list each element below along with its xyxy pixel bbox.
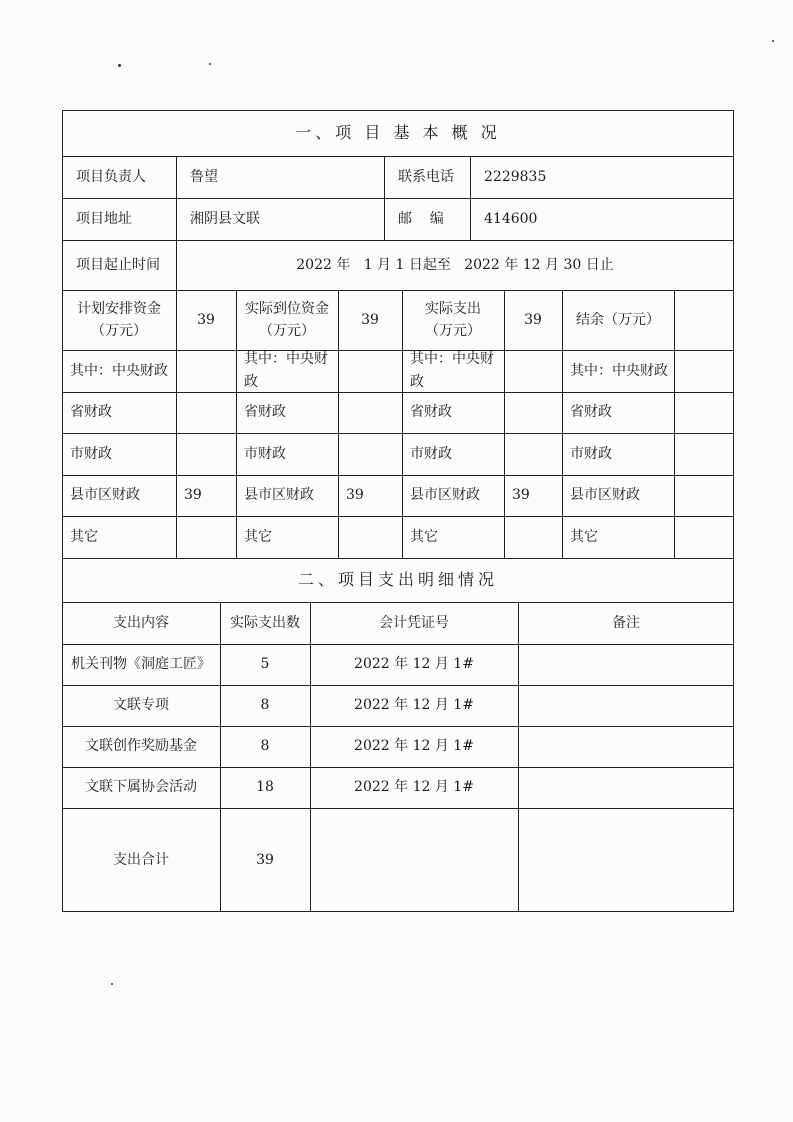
- spent-label-line1: 实际支出: [425, 300, 481, 317]
- address-value: 湘阴县文联: [190, 210, 260, 227]
- fund-source-label: 其中：中央财政: [244, 351, 328, 390]
- postcode-label: 邮 编: [398, 210, 444, 227]
- fund-source-label: 省财政: [244, 404, 286, 421]
- arrived-value: 39: [361, 311, 379, 328]
- scan-speck: [118, 64, 121, 67]
- spent-value: 39: [524, 311, 542, 328]
- scan-speck: [772, 40, 774, 42]
- fund-source-label: 其它: [70, 528, 98, 545]
- header-voucher: 会计凭证号: [379, 614, 449, 631]
- expense-voucher: 2022 年 12 月 1#: [354, 779, 474, 796]
- scan-speck: [209, 63, 211, 65]
- expense-content: 文联下属协会活动: [85, 779, 197, 796]
- phone-label: 联系电话: [398, 168, 454, 185]
- address-label: 项目地址: [76, 210, 132, 227]
- planned-amount: 39: [184, 487, 202, 504]
- section1-title: 一、项 目 基 本 概 况: [295, 123, 501, 143]
- total-label: 支出合计: [113, 851, 169, 868]
- section2-title: 二、项目支出明细情况: [297, 570, 498, 590]
- balance-label: 结余（万元）: [576, 311, 660, 328]
- fund-source-label: 县市区财政: [70, 487, 140, 504]
- expense-amount: 8: [260, 738, 270, 755]
- fund-source-label: 其它: [570, 528, 598, 545]
- fund-source-label: 市财政: [570, 445, 612, 462]
- expense-amount: 8: [260, 697, 270, 714]
- fund-source-label: 县市区财政: [570, 487, 640, 504]
- period-label: 项目起止时间: [76, 256, 160, 273]
- expense-amount: 5: [260, 656, 270, 673]
- fund-source-label: 省财政: [70, 404, 112, 421]
- expense-voucher: 2022 年 12 月 1#: [354, 738, 474, 755]
- spent-label-line2: （万元）: [425, 323, 481, 339]
- spent-amount: 39: [512, 487, 530, 504]
- arrived-amount: 39: [346, 487, 364, 504]
- planned-label-line2: （万元）: [91, 323, 147, 339]
- fund-source-label: 其它: [244, 528, 272, 545]
- project-table: [62, 110, 734, 912]
- arrived-label-line1: 实际到位资金: [245, 300, 329, 317]
- expense-content: 文联创作奖励基金: [85, 738, 197, 755]
- fund-source-label: 省财政: [410, 404, 452, 421]
- leader-value: 鲁望: [190, 168, 218, 185]
- fund-source-label: 其中：中央财政: [410, 351, 494, 390]
- phone-value: 2229835: [484, 168, 547, 185]
- expense-content: 机关刊物《洞庭工匠》: [71, 656, 211, 673]
- header-amount: 实际支出数: [230, 614, 300, 631]
- table-frame: [62, 110, 734, 912]
- fund-source-label: 县市区财政: [410, 487, 480, 504]
- fund-source-label: 县市区财政: [244, 487, 314, 504]
- expense-content: 文联专项: [113, 697, 169, 714]
- fund-source-label: 其中：中央财政: [70, 362, 168, 379]
- planned-label-line1: 计划安排资金: [77, 300, 161, 317]
- arrived-label-line2: （万元）: [259, 323, 315, 339]
- header-content: 支出内容: [113, 614, 169, 631]
- expense-voucher: 2022 年 12 月 1#: [354, 697, 474, 714]
- fund-source-label: 市财政: [410, 445, 452, 462]
- total-amount: 39: [256, 851, 274, 868]
- fund-source-label: 市财政: [244, 445, 286, 462]
- postcode-value: 414600: [484, 210, 538, 227]
- fund-source-label: 其中：中央财政: [570, 362, 668, 379]
- planned-value: 39: [197, 311, 215, 328]
- header-note: 备注: [612, 614, 640, 631]
- period-value: 2022 年 1 月 1 日起至 2022 年 12 月 30 日止: [296, 256, 614, 273]
- expense-amount: 18: [256, 779, 274, 796]
- scan-speck: [111, 983, 113, 985]
- leader-label: 项目负责人: [76, 168, 146, 185]
- fund-source-label: 省财政: [570, 404, 612, 421]
- fund-source-label: 市财政: [70, 445, 112, 462]
- fund-source-label: 其它: [410, 528, 438, 545]
- expense-voucher: 2022 年 12 月 1#: [354, 656, 474, 673]
